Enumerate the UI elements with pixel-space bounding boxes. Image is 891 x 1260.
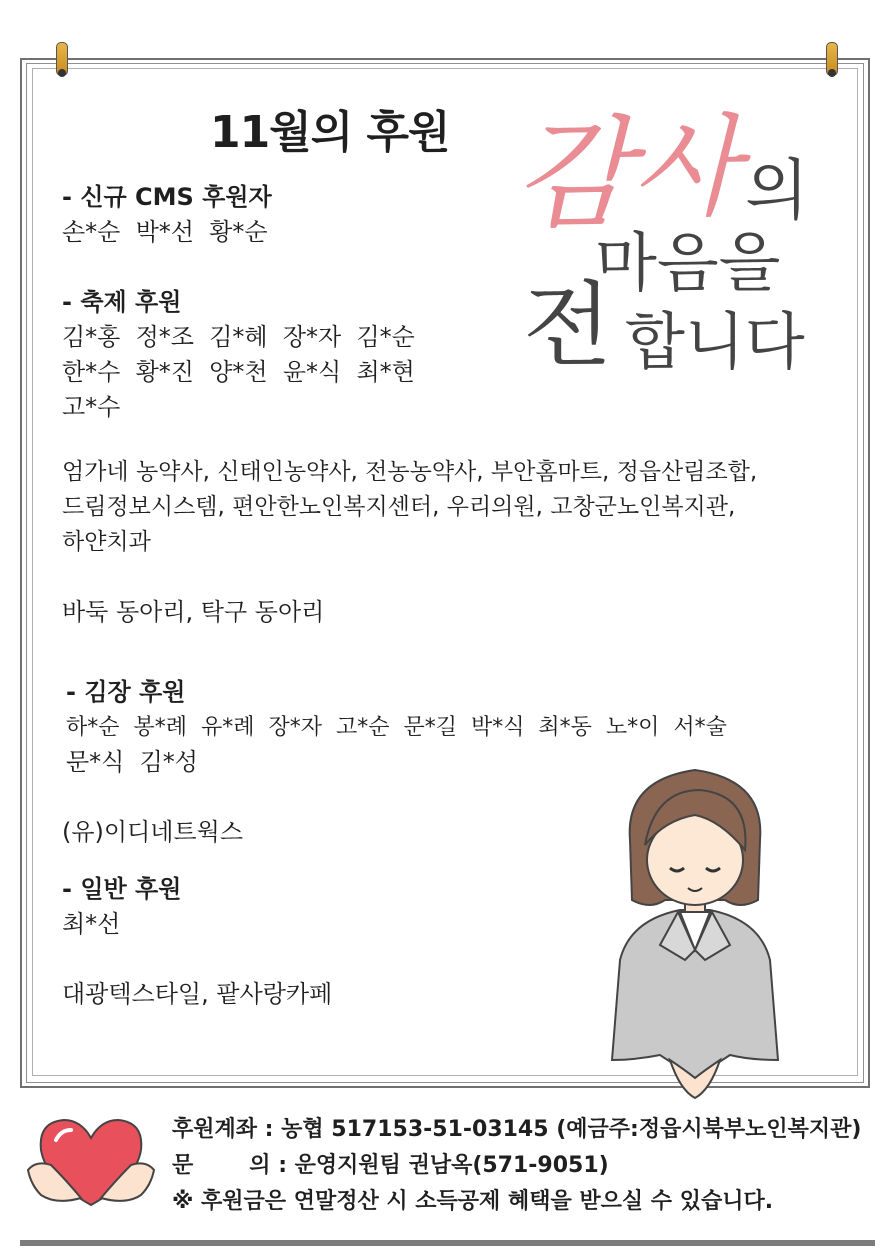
- thanks-line2: 마음을: [595, 227, 781, 301]
- kimjang-company: (유)이디네트웍스: [62, 818, 244, 846]
- festival-orgs-line2: 드림정보시스템, 편안한노인복지센터, 우리의원, 고창군노인복지관,: [62, 494, 736, 520]
- cms-names: 손*순 박*선 황*순: [62, 218, 268, 246]
- bottom-divider: [20, 1240, 875, 1246]
- right-pin-icon: [826, 42, 838, 76]
- festival-heading: - 축제 후원: [62, 288, 182, 316]
- general-heading: - 일반 후원: [62, 875, 182, 903]
- account-line: 후원계좌 : 농협 517153-51-03145 (예금주:정읍시북부노인복지관): [172, 1117, 862, 1142]
- festival-names-line2: 한*수 황*진 양*천 윤*식 최*현: [62, 358, 415, 386]
- inquiry-label-a: 문: [172, 1153, 194, 1178]
- cms-heading: - 신규 CMS 후원자: [62, 183, 272, 211]
- thanks-char-ui: 의: [745, 152, 809, 229]
- inquiry-value: : 운영지원팀 권남옥(571-9051): [270, 1153, 609, 1178]
- general-names: 최*선: [62, 910, 121, 938]
- kimjang-heading: - 김장 후원: [66, 678, 186, 706]
- inquiry-label-b: 의: [249, 1153, 271, 1178]
- tax-note-line: ※ 후원금은 연말정산 시 소득공제 혜택을 받으실 수 있습니다.: [172, 1189, 774, 1214]
- festival-orgs-line1: 엄가네 농약사, 신태인농약사, 전농농약사, 부안홈마트, 정읍산림조합,: [62, 459, 758, 485]
- thanks-calligraphy: [515, 95, 815, 395]
- cms-section: [62, 180, 272, 250]
- heart-hands-icon: [26, 1110, 156, 1210]
- page-title: 11월의 후원: [210, 107, 450, 158]
- donation-info: [172, 1112, 861, 1220]
- kimjang-names-line1: 하*순 봉*례 유*례 장*자 고*순 문*길 박*식 최*동 노*이 서*술: [66, 715, 727, 740]
- bowing-woman-illustration: [600, 760, 790, 1105]
- festival-names-line3: 고*수: [62, 393, 121, 421]
- thanks-char-gam: 감: [515, 105, 631, 244]
- inquiry-line: [172, 1148, 861, 1184]
- thanks-char-jeon: 전: [523, 272, 612, 379]
- festival-orgs-line3: 하얀치과: [62, 529, 151, 555]
- festival-orgs: [62, 455, 757, 560]
- thanks-line3: 합니다: [625, 305, 805, 378]
- festival-names-line1: 김*홍 정*조 김*혜 장*자 김*순: [62, 323, 415, 351]
- festival-section: [62, 285, 415, 425]
- kimjang-names-line2: 문*식 김*성: [66, 748, 198, 776]
- general-section: [62, 872, 181, 942]
- left-pin-icon: [56, 42, 68, 76]
- thanks-char-sa: 사: [633, 103, 740, 231]
- general-orgs: 대광텍스타일, 팥사랑카페: [62, 980, 333, 1008]
- festival-clubs: 바둑 동아리, 탁구 동아리: [62, 598, 325, 626]
